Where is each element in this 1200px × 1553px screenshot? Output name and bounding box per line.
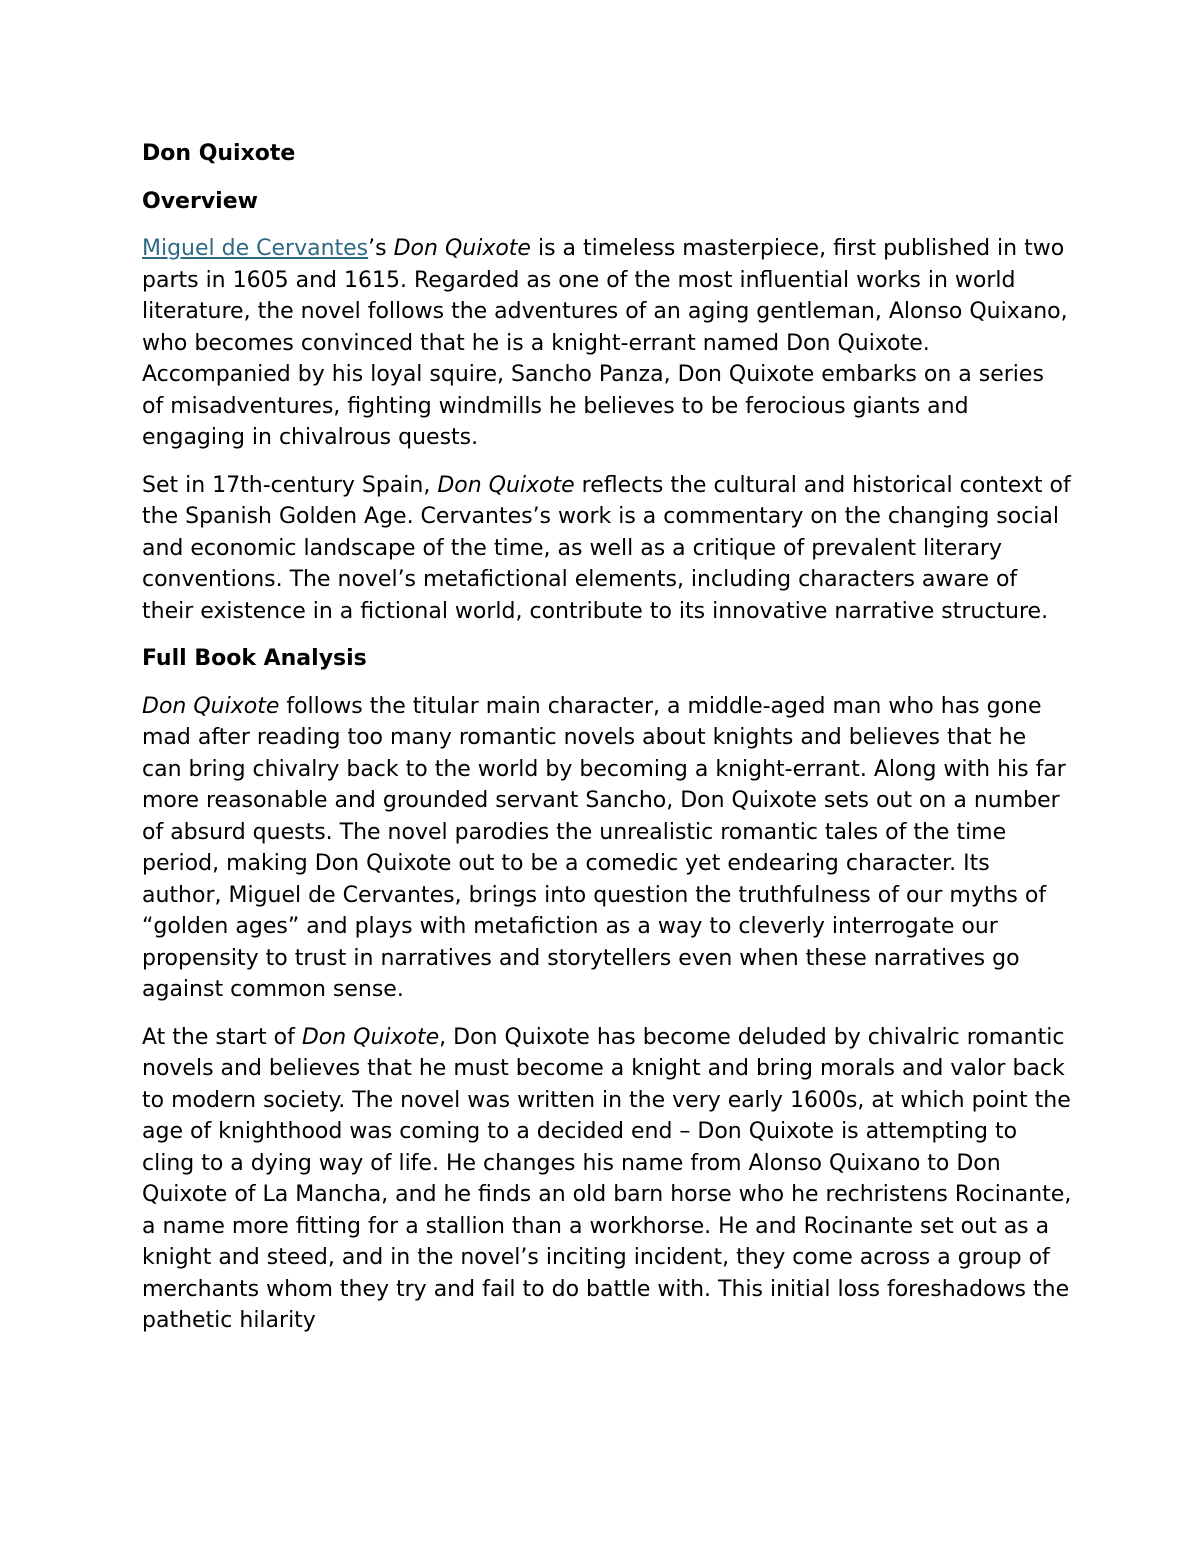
analysis-paragraph-1 <box>142 691 1072 1006</box>
paragraph-text: is a timeless masterpiece, first published in two parts in 1605 and 1615. Regarded as one of the most influential works in world literature, the novel follows the adventures of an aging gentleman, Alonso Quixano, who becomes convinced that he is a knight-errant named Don Quixote. Accompanied by his loyal squire, Sancho Panza, Don Quixote embarks on a series of misadventures, fighting windmills he believes to be ferocious giants and engaging in chivalrous quests. <box>142 236 1068 450</box>
overview-paragraph-1 <box>142 233 1072 454</box>
overview-paragraph-2 <box>142 470 1072 628</box>
document-page <box>142 138 1072 1353</box>
paragraph-text: follows the titular main character, a middle-aged man who has gone mad after reading too many romantic novels about knights and believes that he can bring chivalry back to the world by becoming a knight-errant. Along with his far more reasonable and grounded servant Sancho, Don Quixote sets out on a number of absurd quests. The novel parodies the unrealistic romantic tales of the time period, making Don Quixote out to be a comedic yet endearing character. Its author, Miguel de Cervantes, brings into question the truthfulness of our myths of “golden ages” and plays with metafiction as a way to cleverly interrogate our propensity to trust in narratives and storytellers even when these narratives go against common sense. <box>142 693 1066 1002</box>
possessive-text: ’s <box>368 236 394 261</box>
analysis-heading: Full Book Analysis <box>142 646 367 671</box>
document-title: Don Quixote <box>142 141 296 166</box>
paragraph-text: reflects the cultural and historical context of the Spanish Golden Age. Cervantes’s work is a commentary on the changing social and economic landscape of the time, as well as a critique of prevalent literary conventions. The novel’s metafictional elements, including characters aware of their existence in a fictional world, contribute to its innovative narrative structure. <box>142 472 1071 624</box>
paragraph-text: At the start of <box>142 1024 302 1050</box>
book-title-italic: Don Quixote <box>437 472 575 498</box>
book-title-italic: Don Quixote <box>301 1024 440 1050</box>
overview-heading: Overview <box>142 188 258 214</box>
book-title-italic: Don Quixote <box>142 693 280 719</box>
book-title-italic: Don Quixote <box>393 236 531 261</box>
analysis-paragraph-2 <box>142 1022 1072 1337</box>
paragraph-text: , Don Quixote has become deluded by chivalric romantic novels and believes that he must become a knight and bring morals and valor back to modern society. The novel was written in the very early 1600s, at which point the age of knighthood was coming to a decided end – Don Quixote is attempting to cling to a dying way of life. He changes his name from Alonso Quixano to Don Quixote of La Mancha, and he finds an old barn horse who he rechristens Rocinante, a name more fitting for a stallion than a workhorse. He and Rocinante set out as a knight and steed, and in the novel’s inciting incident, they come across a group of merchants whom they try and fail to do battle with. This initial loss foreshadows the pathetic hilarity <box>142 1024 1072 1333</box>
paragraph-text: Set in 17th-century Spain, <box>142 472 438 498</box>
cervantes-link[interactable]: Miguel de Cervantes <box>142 236 369 261</box>
